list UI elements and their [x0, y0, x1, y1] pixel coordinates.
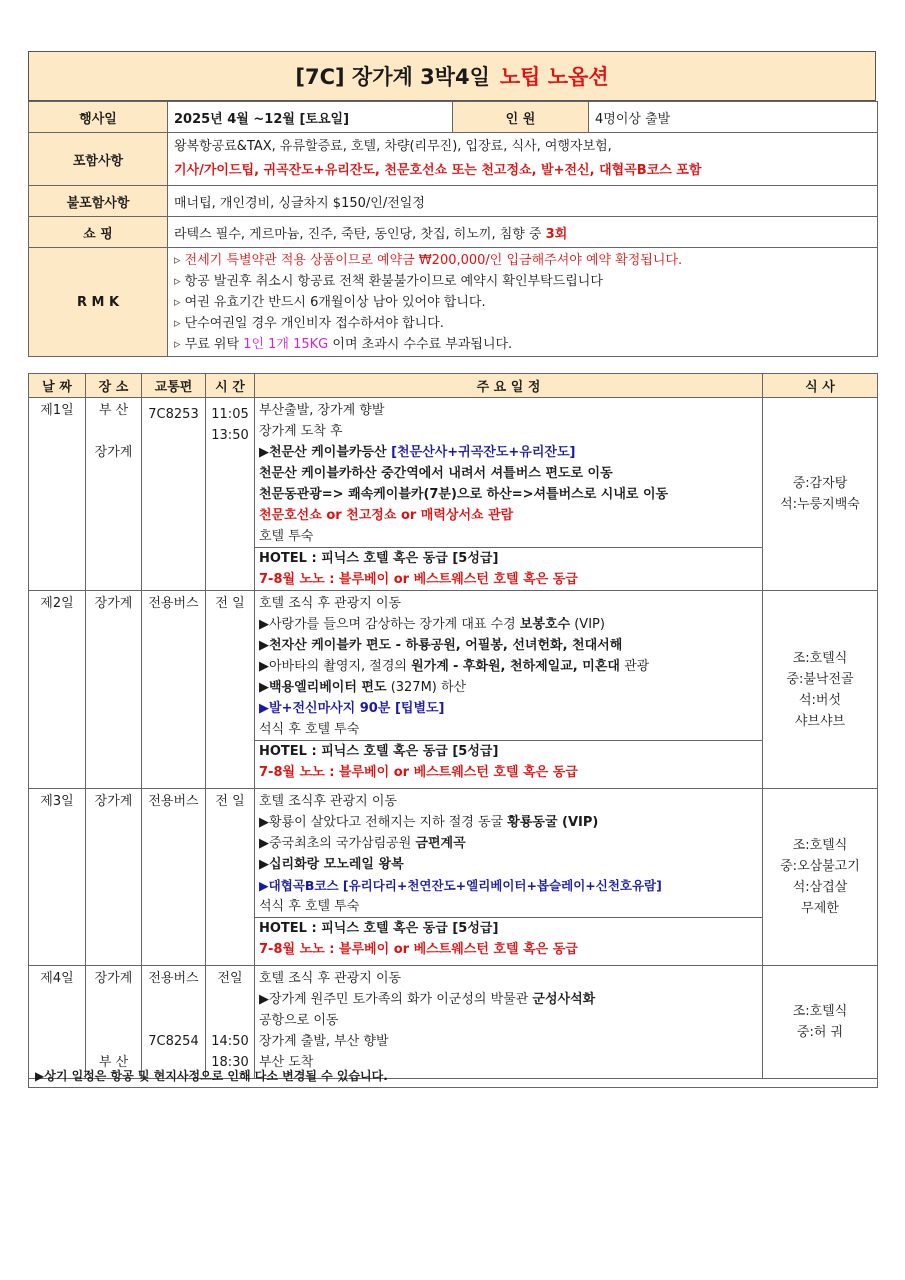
day-flight: 7C8253 — [142, 398, 206, 591]
col-date: 날 짜 — [29, 374, 86, 398]
shopping-value — [168, 217, 878, 248]
date-value: 2025년 4월 ~12월 [토요일] — [168, 102, 453, 133]
day-place: 부 산 장가계 — [86, 398, 142, 591]
day-transport: 전용버스 7C8254 — [142, 966, 206, 1079]
day-transport: 전용버스 — [142, 789, 206, 966]
rmk-note-2: ▹ 항공 발권후 취소시 항공료 전책 환불불가이므로 예약시 확인부탁드립니다 — [174, 271, 871, 292]
col-place: 장 소 — [86, 374, 142, 398]
shopping-label: 쇼 핑 — [29, 217, 168, 248]
title-highlight: 노팁 노옵션 — [499, 65, 609, 89]
included-label: 포함사항 — [29, 133, 168, 186]
hotel-info: HOTEL : 피닉스 호텔 혹은 동급 [5성급] 7-8월 노노 : 블루베이 or 베스트웨스턴 호텔 혹은 동급 — [255, 917, 762, 960]
day-meal: 조:호텔식 중:불낙전골 석:버섯 샤브샤브 — [763, 591, 878, 789]
day-schedule: 호텔 조식 후 관광지 이동 ▶장가계 원주민 토가족의 화가 이군성의 박물관 군성사석화 공항으로 이동 장가계 출발, 부산 향발 부산 도착 — [255, 966, 763, 1079]
included-line1: 왕복항공료&TAX, 유류할증료, 호텔, 차량(리무진), 입장료, 식사, 여행자보험, — [174, 139, 612, 154]
date-label: 행사일 — [29, 102, 168, 133]
hotel-info: HOTEL : 피닉스 호텔 혹은 동급 [5성급] 7-8월 노노 : 블루베이 or 베스트웨스턴 호텔 혹은 동급 — [255, 547, 762, 590]
day-meal: 중:감자탕 석:누룽지백숙 — [763, 398, 878, 591]
rmk-note-3: ▹ 여권 유효기간 반드시 6개월이상 남아 있어야 합니다. — [174, 292, 871, 313]
page-title — [28, 51, 876, 101]
day-place: 장가계 부 산 — [86, 966, 142, 1079]
rmk-note-4: ▹ 단수여권일 경우 개인비자 접수하셔야 합니다. — [174, 313, 871, 334]
day-label: 제2일 — [29, 591, 86, 789]
day-row-2 — [29, 591, 878, 789]
rmk-note-1: ▹ 전세기 특별약관 적용 상품이므로 예약금 ₩200,000/인 입금해주셔야 예약 확정됩니다. — [174, 250, 871, 271]
rmk-notes — [168, 248, 878, 357]
rmk-note-5: ▹ 무료 위탁 1인 1개 15KG 이며 초과시 수수료 부과됩니다. — [174, 334, 871, 355]
excluded-label: 불포함사항 — [29, 186, 168, 217]
excluded-value: 매너팁, 개인경비, 싱글차지 $150/인/전일정 — [168, 186, 878, 217]
day-place: 장가계 — [86, 789, 142, 966]
day-schedule: 호텔 조식후 관광지 이동 ▶황룡이 살았다고 전해지는 지하 절경 동굴 황룡동굴 (VIP) ▶중국최초의 국가삼림공원 금편계곡 ▶십리화랑 모노레일 왕복 ▶대협곡B코스 [유리다리+천연잔도+엘리베이터+봅슬레이+신천호유람] 석식 후 호텔 투숙 HOTEL : 피닉스 호텔 혹은 동급 [5성급] 7-8월 노노 : 블루베이 or 베스트웨스턴 호텔 혹은 동급 — [255, 789, 763, 966]
col-time: 시 간 — [206, 374, 255, 398]
day-meal: 조:호텔식 중:허 궈 — [763, 966, 878, 1079]
footnote: ▶상기 일정은 항공 및 현지사정으로 인해 다소 변경될 수 있습니다. — [28, 1064, 878, 1088]
included-value — [168, 133, 878, 186]
day-row-3 — [29, 789, 878, 966]
day-time: 전 일 — [206, 591, 255, 789]
shopping-list: 라텍스 필수, 게르마늄, 진주, 죽탄, 동인당, 찻집, 히노끼, 침향 중 — [174, 226, 542, 242]
day-place: 장가계 — [86, 591, 142, 789]
hotel-info: HOTEL : 피닉스 호텔 혹은 동급 [5성급] 7-8월 노노 : 블루베이 or 베스트웨스턴 호텔 혹은 동급 — [255, 740, 762, 783]
schedule-table — [28, 373, 878, 1079]
col-transport: 교통편 — [142, 374, 206, 398]
title-prefix: [7C] 장가계 3박4일 — [295, 65, 490, 89]
baggage-allowance: 1인 1개 15KG — [243, 336, 329, 352]
day-schedule: 부산출발, 장가계 향발 장가계 도착 후 ▶천문산 케이블카등산 [천문산사+귀곡잔도+유리잔도] 천문산 케이블카하산 중간역에서 내려서 셔틀버스 편도로 이동 천문동관광=> 쾌속케이블카(7분)으로 하산=>셔틀버스로 시내로 이동 천문호선쇼 or 천고정쇼 or 매력상서쇼 관람 호텔 투숙 HOTEL : 피닉스 호텔 혹은 동급 [5성급] 7-8월 노노 : 블루베이 or 베스트웨스턴 호텔 혹은 동급 — [255, 398, 763, 591]
day-label: 제4일 — [29, 966, 86, 1079]
day-label: 제1일 — [29, 398, 86, 591]
info-table — [28, 101, 878, 357]
day-meal: 조:호텔식 중:오삼불고기 석:삼겹살 무제한 — [763, 789, 878, 966]
day-transport: 전용버스 — [142, 591, 206, 789]
day-schedule: 호텔 조식 후 관광지 이동 ▶사랑가를 들으며 감상하는 장가계 대표 수경 보봉호수 (VIP) ▶천자산 케이블카 편도 - 하룡공원, 어필봉, 선녀헌화, 천대서해 ▶아바타의 촬영지, 절경의 원가계 - 후화원, 천하제일교, 미혼대 관광 ▶백용엘리베이터 편도 (327M) 하산 ▶발+전신마사지 90분 [팁별도] 석식 후 호텔 투숙 HOTEL : 피닉스 호텔 혹은 동급 [5성급] 7-8월 노노 : 블루베이 or 베스트웨스턴 호텔 혹은 동급 — [255, 591, 763, 789]
col-meal: 식 사 — [763, 374, 878, 398]
day-row-1 — [29, 398, 878, 591]
day-row-4 — [29, 966, 878, 1079]
people-label: 인 원 — [453, 102, 589, 133]
shopping-count: 3회 — [545, 226, 568, 242]
day-time: 전 일 — [206, 789, 255, 966]
rmk-label: R M K — [29, 248, 168, 357]
day-time: 전일 14:50 18:30 — [206, 966, 255, 1079]
day-label: 제3일 — [29, 789, 86, 966]
col-schedule: 주 요 일 정 — [255, 374, 763, 398]
included-line2: 기사/가이드팁, 귀곡잔도+유리잔도, 천문호선쇼 또는 천고정쇼, 발+전신, 대협곡B코스 포함 — [174, 163, 702, 178]
day-time: 11:05 13:50 — [206, 398, 255, 591]
people-value: 4명이상 출발 — [589, 102, 878, 133]
